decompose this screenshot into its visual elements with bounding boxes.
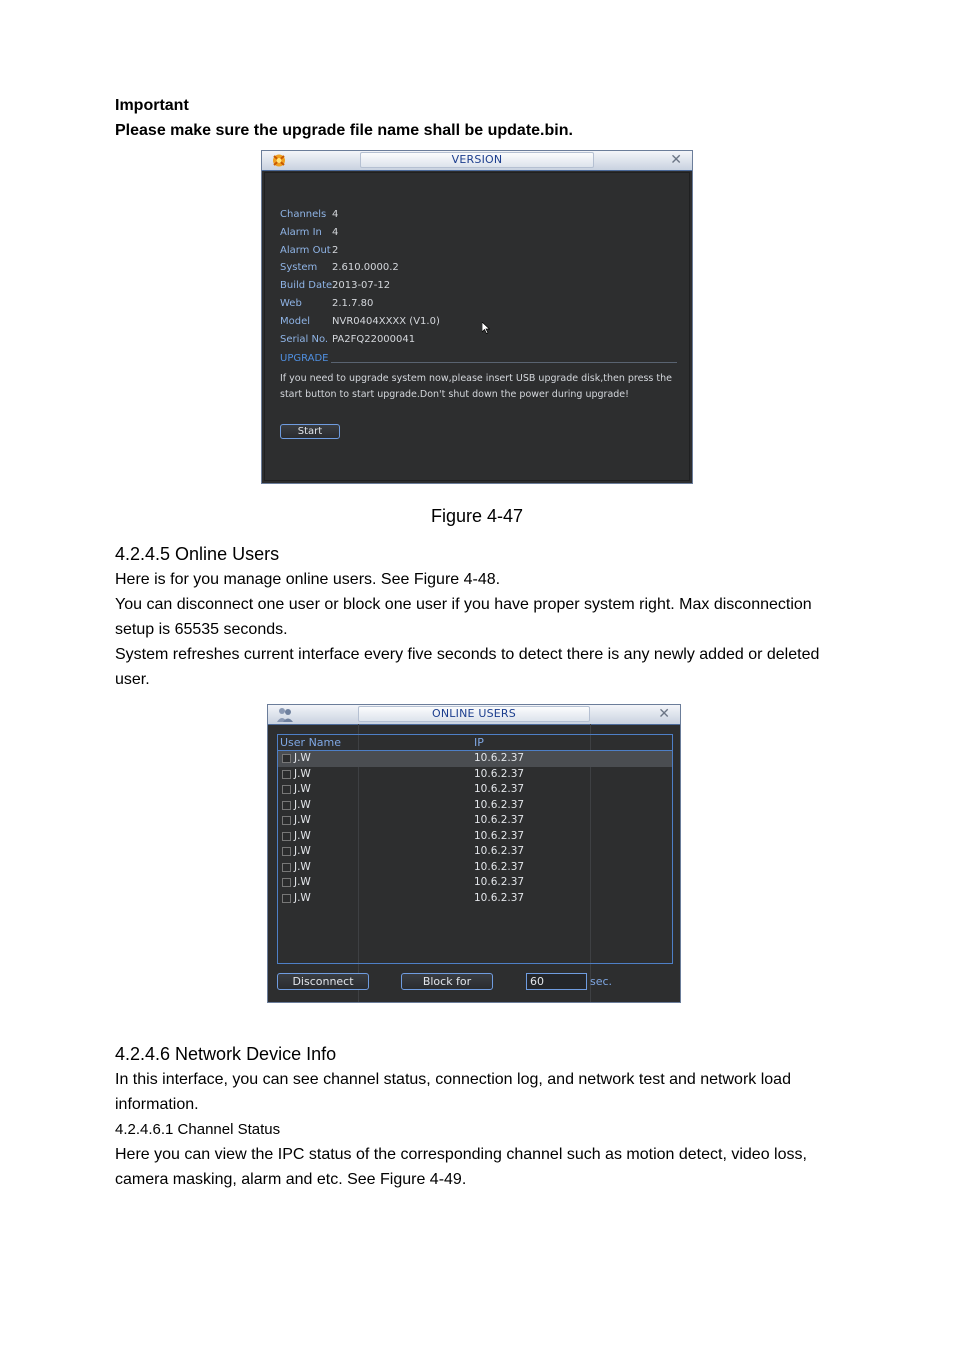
block-seconds-input[interactable] (526, 973, 587, 990)
start-button[interactable]: Start (280, 424, 340, 439)
row-checkbox[interactable] (282, 894, 291, 903)
section-heading-network-device-info: 4.2.4.6 Network Device Info (115, 1044, 337, 1064)
user-name-cell: J.W (294, 891, 311, 904)
online-users-titlebar (268, 705, 680, 725)
subsection-heading-channel-status: 4.2.4.6.1 Channel Status (115, 1121, 281, 1138)
table-row[interactable] (278, 782, 672, 798)
user-name-cell: J.W (294, 845, 311, 857)
user-name-cell: J.W (294, 829, 311, 842)
column-header-ip: IP (474, 736, 484, 749)
ip-cell: 10.6.2.37 (474, 829, 525, 842)
row-checkbox[interactable] (282, 847, 291, 856)
user-name-cell: J.W (294, 860, 311, 873)
version-info-label: Model (280, 315, 311, 327)
table-row[interactable] (278, 875, 672, 891)
version-info-value: PA2FQ22000041 (332, 333, 416, 345)
close-icon[interactable]: ✕ (658, 706, 670, 722)
upgrade-note: Please make sure the upgrade file name shall be update.bin. (115, 122, 573, 139)
online-users-window (267, 704, 681, 1003)
row-checkbox[interactable] (282, 878, 291, 887)
row-checkbox[interactable] (282, 801, 291, 810)
version-content (264, 172, 690, 481)
version-info-value: 2.610.0000.2 (332, 262, 399, 274)
ip-cell: 10.6.2.37 (474, 767, 525, 780)
table-row[interactable] (278, 891, 672, 907)
user-name-cell: J.W (294, 752, 311, 764)
user-name-cell: J.W (294, 798, 311, 811)
table-body (278, 751, 672, 906)
user-name-cell: J.W (294, 783, 311, 795)
table-row[interactable] (278, 844, 672, 860)
user-name-cell: J.W (294, 767, 311, 780)
version-info-label: Alarm In (280, 226, 322, 238)
figure-caption-4-47: Figure 4-47 (430, 506, 524, 526)
version-info-value: NVR0404XXXX (V1.0) (332, 315, 440, 327)
close-icon[interactable]: ✕ (670, 152, 682, 168)
row-checkbox[interactable] (282, 754, 291, 763)
table-row[interactable] (278, 860, 672, 876)
table-row[interactable] (278, 798, 672, 814)
version-title: VERSION (451, 153, 503, 166)
seconds-label: sec. (590, 975, 613, 988)
ip-cell: 10.6.2.37 (474, 876, 525, 888)
version-info-value: 4 (332, 209, 339, 220)
version-info-value: 2.1.7.80 (332, 298, 374, 309)
row-checkbox[interactable] (282, 770, 291, 779)
version-titlebar (262, 151, 692, 171)
section-heading-online-users: 4.2.4.5 Online Users (115, 544, 280, 564)
version-info-label: Alarm Out (280, 244, 331, 256)
version-info-label: Web (280, 298, 302, 309)
table-row[interactable] (278, 829, 672, 845)
ip-cell: 10.6.2.37 (474, 752, 525, 764)
upgrade-label: UPGRADE (280, 353, 329, 364)
table-row[interactable] (278, 813, 672, 829)
online-users-paragraph-2: You can disconnect one user or block one user if you have proper system right. Max disconnection setup is 65535 seconds. (115, 596, 812, 638)
upgrade-instructions: If you need to upgrade system now,please insert USB upgrade disk,then press the start button to start upgrade.Don't shut down the power during upgrade! (280, 373, 672, 400)
version-info-value: 2013-07-12 (332, 280, 391, 292)
row-checkbox[interactable] (282, 863, 291, 872)
mouse-cursor-icon (482, 322, 490, 334)
row-checkbox[interactable] (282, 785, 291, 794)
version-info-label: Build Date (280, 280, 333, 292)
ip-cell: 10.6.2.37 (474, 845, 525, 857)
table-row[interactable] (278, 751, 672, 767)
ip-cell: 10.6.2.37 (474, 814, 525, 826)
network-paragraph-2: Here you can view the IPC status of the corresponding channel such as motion detect, video loss, camera masking, alarm and etc. See Figure 4-49. (115, 1146, 807, 1188)
version-info-value: 2 (332, 244, 339, 256)
version-info-label: System (280, 262, 318, 274)
ip-cell: 10.6.2.37 (474, 798, 525, 811)
table-header (278, 735, 672, 751)
online-users-table (277, 734, 673, 964)
upgrade-divider (331, 362, 677, 363)
ip-cell: 10.6.2.37 (474, 860, 525, 873)
disconnect-button[interactable]: Disconnect (277, 973, 369, 990)
version-info-value: 4 (332, 226, 339, 238)
block-for-button[interactable]: Block for (401, 973, 493, 990)
important-label: Important (115, 97, 189, 114)
network-paragraph-1: In this interface, you can see channel status, connection log, and network test and network load information. (115, 1071, 791, 1113)
row-checkbox[interactable] (282, 832, 291, 841)
ip-cell: 10.6.2.37 (474, 783, 525, 795)
version-info-label: Channels (280, 209, 327, 220)
online-users-title: ONLINE USERS (432, 707, 516, 720)
user-name-cell: J.W (294, 876, 311, 888)
online-users-paragraph-1: Here is for you manage online users. See Figure 4-48. (115, 571, 501, 588)
user-name-cell: J.W (294, 814, 311, 826)
online-users-paragraph-3: System refreshes current interface every five seconds to detect there is any newly added or deleted user. (115, 646, 820, 688)
version-info-label: Serial No. (280, 333, 329, 345)
ip-cell: 10.6.2.37 (474, 891, 525, 904)
column-header-user-name: User Name (280, 736, 342, 749)
version-window (261, 150, 693, 484)
table-row[interactable] (278, 767, 672, 783)
row-checkbox[interactable] (282, 816, 291, 825)
